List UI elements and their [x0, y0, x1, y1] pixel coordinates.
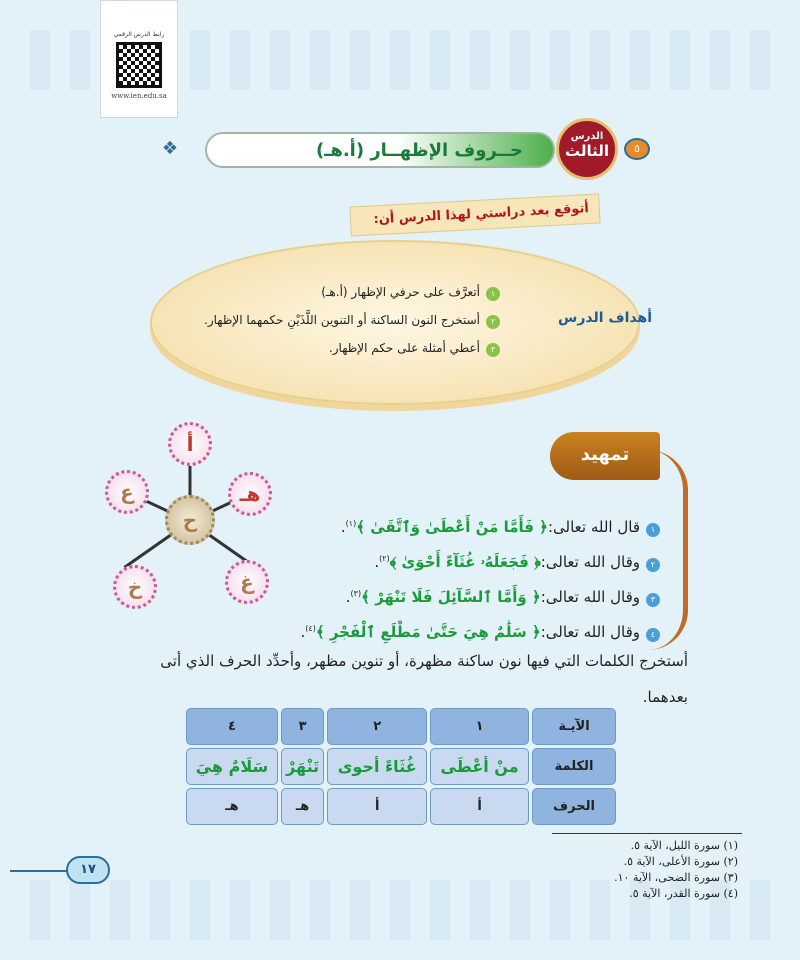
objective-text: أتعرَّف على حرفي الإظهار (أ.هـ)	[321, 285, 480, 299]
answer-table	[183, 705, 619, 828]
qr-url[interactable]: www.ien.edu.sa	[111, 92, 167, 100]
lesson-title-bar	[205, 132, 555, 168]
table-row	[186, 708, 616, 745]
lesson-label: الدرس	[570, 131, 604, 142]
verse-item: ١قال الله تعالى:﴿ فَأَمَّا مَنْ أَعْطَىٰ وَٱتَّقَىٰ ﴾$^{(١)}$.	[301, 508, 660, 543]
table-cell: ١	[430, 708, 529, 745]
table-cell: ٣	[281, 708, 324, 745]
verse-number: ٤	[646, 628, 660, 642]
verse-item: ٣وقال الله تعالى:﴿ وَأَمَّا ٱلسَّآئِلَ فَلَا تَنْهَرْ ﴾$^{(٣)}$.	[301, 578, 660, 613]
center-letter-node: ح	[165, 495, 215, 545]
objectives-list	[204, 278, 500, 362]
objective-number: ١	[486, 287, 500, 301]
intro-badge: تمهيد	[550, 432, 660, 480]
row-header: الآيـة	[532, 708, 616, 745]
verse-item: ٤وقال الله تعالى:﴿ سَلَٰمٌ هِيَ حَتَّىٰ مَطْلَعِ ٱلْفَجْرِ ﴾$^{(٤)}$.	[301, 613, 660, 648]
verse-number: ٣	[646, 593, 660, 607]
table-cell: أ	[430, 788, 529, 825]
objectives-intro: أتوقع بعد دراستي لهذا الدرس أن:	[349, 193, 600, 236]
row-header: الكلمة	[532, 748, 616, 785]
lesson-badge	[556, 118, 618, 180]
verse-ayah: ﴿ فَجَعَلَهُۥ غُثَآءً أَحْوَىٰ ﴾	[389, 553, 541, 571]
footnote: (٤) سورة القدر، الآية ٥.	[629, 887, 738, 900]
row-header: الحرف	[532, 788, 616, 825]
task-instruction: أستخرج الكلمات التي فيها نون ساكنة مظهرة، أو تنوين مظهر، وأحدِّد الحرف الذي أتى بعدهما.	[160, 652, 688, 706]
verse-number: ٢	[646, 558, 660, 572]
objective-number: ٢	[486, 315, 500, 329]
objective-item	[204, 306, 500, 334]
verse-number: ١	[646, 523, 660, 537]
verse-ref: (٤)	[305, 624, 316, 633]
verse-ayah: ﴿ سَلَٰمٌ هِيَ حَتَّىٰ مَطْلَعِ ٱلْفَجْرِ ﴾	[315, 623, 541, 641]
verse-prefix: قال الله تعالى:	[547, 518, 640, 536]
letter-node: غ	[225, 560, 269, 604]
letter-node: خ	[113, 565, 157, 609]
objective-number: ٣	[486, 343, 500, 357]
table-cell: هـ	[186, 788, 278, 825]
letters-diagram	[95, 420, 285, 620]
objective-item	[204, 278, 500, 306]
table-cell: منْ أعْطَى	[430, 748, 529, 785]
footnote: (٣) سورة الضحى، الآية ١٠.	[614, 871, 738, 884]
verse-item: ٢وقال الله تعالى:﴿ فَجَعَلَهُۥ غُثَآءً أَحْوَىٰ ﴾$^{(٢)}$.	[301, 543, 660, 578]
table-cell: ٤	[186, 708, 278, 745]
table-cell: ٢	[327, 708, 427, 745]
ornament-icon: ❖	[161, 138, 179, 159]
table-row	[186, 788, 616, 825]
table-cell: غُثَاءً أحوى	[327, 748, 427, 785]
table-cell: أ	[327, 788, 427, 825]
verse-prefix: وقال الله تعالى:	[540, 553, 640, 571]
objectives-label: أهداف الدرس	[558, 310, 653, 326]
page-number: ١٧	[66, 856, 110, 884]
lesson-number: ٥	[624, 138, 650, 160]
verse-ref: (٣)	[350, 589, 362, 598]
verse-prefix: وقال الله تعالى:	[540, 623, 640, 641]
page-number-line	[10, 870, 70, 872]
table-cell: تَنْهَرْ	[281, 748, 324, 785]
verses-list	[301, 508, 660, 648]
objective-text: أستخرج النون الساكنة أو التنوين اللَّذَيْنِ حكمهما الإظهار.	[204, 313, 480, 327]
qr-card[interactable]	[100, 0, 178, 118]
verse-ref: (٢)	[379, 554, 390, 563]
lesson-title: حــروف الإظهــار (أ.هـ)	[315, 139, 523, 161]
table-row	[186, 748, 616, 785]
table-cell: هـ	[281, 788, 324, 825]
footnote: (٢) سورة الأعلى، الآية ٥.	[623, 855, 738, 868]
qr-code-icon[interactable]	[116, 42, 162, 88]
verse-ayah: ﴿ وَأَمَّا ٱلسَّآئِلَ فَلَا تَنْهَرْ ﴾	[361, 588, 541, 606]
lesson-ordinal: الثالث	[564, 142, 610, 160]
footnote-divider	[552, 833, 742, 834]
letter-node: أ	[168, 422, 212, 466]
verse-ayah: ﴿ فَأَمَّا مَنْ أَعْطَىٰ وَٱتَّقَىٰ ﴾	[356, 518, 548, 536]
verse-prefix: وقال الله تعالى:	[540, 588, 640, 606]
table-cell: سَلَامٌ هِيَ	[186, 748, 278, 785]
objective-text: أعطي أمثلة على حكم الإظهار.	[328, 341, 480, 355]
letter-node: ع	[105, 470, 149, 514]
letter-node: هـ	[228, 472, 272, 516]
footnotes	[614, 838, 738, 902]
verse-ref: (١)	[345, 519, 357, 528]
qr-caption: رابط الدرس الرقمي	[113, 31, 165, 38]
footnote: (١) سورة الليل، الآية ٥.	[630, 839, 738, 852]
objective-item	[204, 334, 500, 362]
